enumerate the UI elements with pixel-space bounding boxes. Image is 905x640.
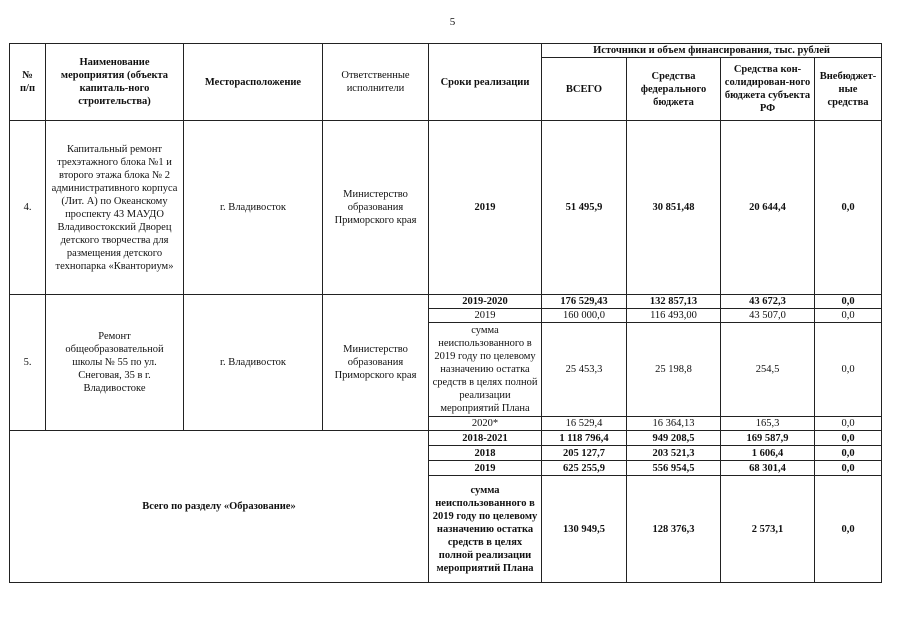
row5-sub-total: 25 453,3: [542, 323, 627, 417]
row5-num: 5.: [10, 295, 46, 431]
summary-sub-extra: 0,0: [815, 446, 882, 461]
row5-sub-extra: 0,0: [815, 295, 882, 309]
row5-sub-term: 2019-2020: [429, 295, 542, 309]
summary-sub-regional: 2 573,1: [721, 476, 815, 583]
row5-sub-regional: 165,3: [721, 417, 815, 431]
header-executors: Ответственные исполнители: [323, 44, 429, 121]
row5-sub-total: 16 529,4: [542, 417, 627, 431]
summary-row: [10, 431, 882, 446]
row5-location: г. Владивосток: [184, 295, 323, 431]
row4-federal: 30 851,48: [627, 121, 721, 295]
header-num: № п/п: [10, 44, 46, 121]
summary-sub-total: 625 255,9: [542, 461, 627, 476]
summary-sub-total: 1 118 796,4: [542, 431, 627, 446]
row5-sub-term: 2019: [429, 309, 542, 323]
summary-sub-term: 2018-2021: [429, 431, 542, 446]
header-name: Наименование мероприятия (объекта капиталь-ного строительства): [46, 44, 184, 121]
summary-sub-total: 130 949,5: [542, 476, 627, 583]
summary-sub-extra: 0,0: [815, 461, 882, 476]
table-row: [10, 295, 882, 309]
summary-sub-regional: 68 301,4: [721, 461, 815, 476]
row5-sub-extra: 0,0: [815, 323, 882, 417]
row5-sub-total: 176 529,43: [542, 295, 627, 309]
row5-sub-federal: 25 198,8: [627, 323, 721, 417]
row4-num: 4.: [10, 121, 46, 295]
summary-sub-term: сумма неиспользованного в 2019 году по целевому назначению остатка средств в целях полной реализации мероприятий Плана: [429, 476, 542, 583]
summary-sub-regional: 169 587,9: [721, 431, 815, 446]
row4-name: Капитальный ремонт трехэтажного блока №1 и второго этажа блока № 2 административного корпуса (Лит. А) по Океанскому проспекту 43 МАУДО Владивостокский Дворец детского творчества для размещения детского технопарка «Кванториум»: [46, 121, 184, 295]
row5-executor: Министерство образования Приморского края: [323, 295, 429, 431]
row5-sub-extra: 0,0: [815, 417, 882, 431]
header-extra: Внебюджет-ные средства: [815, 58, 882, 121]
row5-sub-regional: 254,5: [721, 323, 815, 417]
row4-total: 51 495,9: [542, 121, 627, 295]
row5-sub-federal: 16 364,13: [627, 417, 721, 431]
row5-sub-federal: 132 857,13: [627, 295, 721, 309]
summary-sub-federal: 556 954,5: [627, 461, 721, 476]
row4-regional: 20 644,4: [721, 121, 815, 295]
header-funding-group: Источники и объем финансирования, тыс. рублей: [542, 44, 882, 58]
page-number: 5: [449, 16, 456, 28]
row4-term: 2019: [429, 121, 542, 295]
row5-sub-regional: 43 507,0: [721, 309, 815, 323]
summary-sub-federal: 949 208,5: [627, 431, 721, 446]
row5-sub-term: 2020*: [429, 417, 542, 431]
table-row: [10, 121, 882, 295]
financing-table: [9, 43, 882, 583]
summary-sub-total: 205 127,7: [542, 446, 627, 461]
summary-sub-regional: 1 606,4: [721, 446, 815, 461]
header-row-1: [10, 44, 882, 58]
row5-sub-total: 160 000,0: [542, 309, 627, 323]
row5-name: Ремонт общеобразовательной школы № 55 по ул. Снеговая, 35 в г. Владивостоке: [46, 295, 184, 431]
summary-sub-federal: 128 376,3: [627, 476, 721, 583]
header-terms: Сроки реализации: [429, 44, 542, 121]
summary-sub-term: 2019: [429, 461, 542, 476]
summary-sub-extra: 0,0: [815, 476, 882, 583]
row4-executor: Министерство образования Приморского края: [323, 121, 429, 295]
header-federal: Средства федерального бюджета: [627, 58, 721, 121]
row5-sub-extra: 0,0: [815, 309, 882, 323]
summary-sub-federal: 203 521,3: [627, 446, 721, 461]
row4-location: г. Владивосток: [184, 121, 323, 295]
summary-label: Всего по разделу «Образование»: [10, 431, 429, 583]
header-location: Месторасположение: [184, 44, 323, 121]
header-regional: Средства кон-солидирован-ного бюджета субъекта РФ: [721, 58, 815, 121]
row5-sub-federal: 116 493,00: [627, 309, 721, 323]
summary-sub-term: 2018: [429, 446, 542, 461]
row4-extra: 0,0: [815, 121, 882, 295]
summary-sub-extra: 0,0: [815, 431, 882, 446]
row5-sub-regional: 43 672,3: [721, 295, 815, 309]
row5-sub-term: сумма неиспользованного в 2019 году по целевому назначению остатка средств в целях полной реализации мероприятий Плана: [429, 323, 542, 417]
header-total: ВСЕГО: [542, 58, 627, 121]
